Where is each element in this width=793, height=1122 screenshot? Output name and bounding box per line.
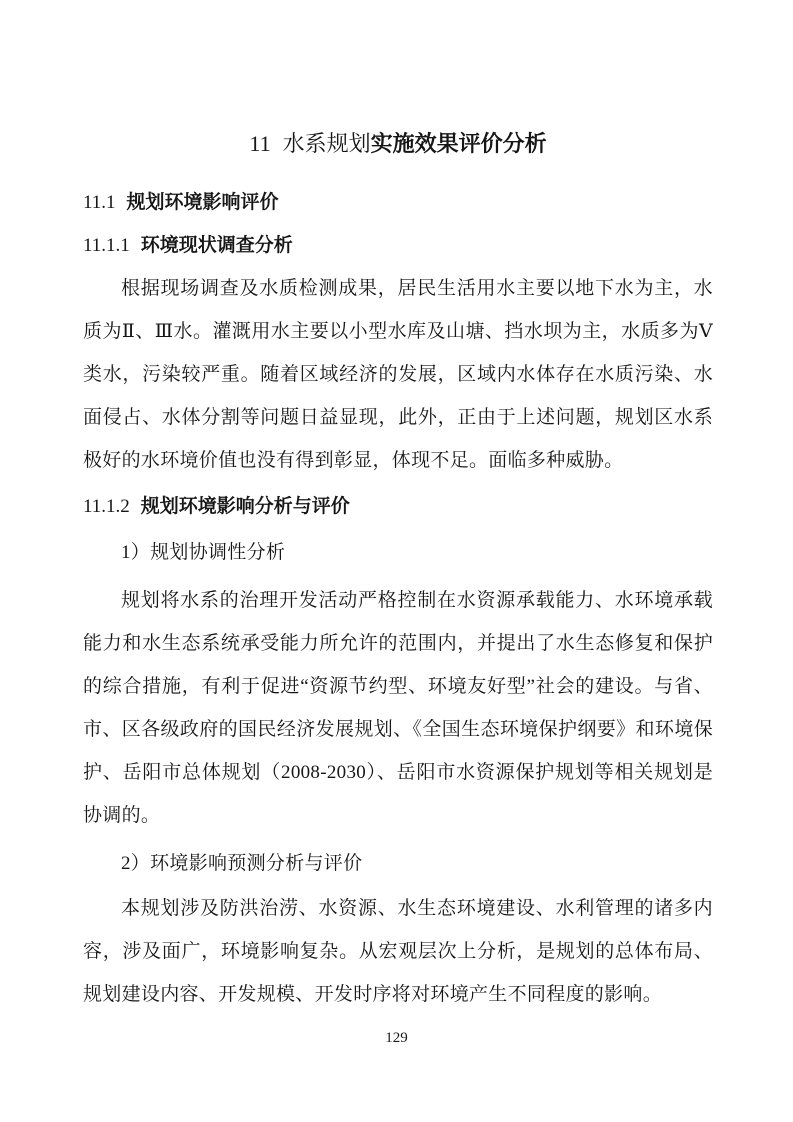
chapter-title (83, 122, 713, 165)
section-number: 11.1.1 (83, 235, 130, 256)
section-label: 规划环境影响评价 (126, 192, 279, 213)
section-label: 环境现状调查分析 (140, 235, 293, 256)
paragraph-coordination-analysis: 规划将水系的治理开发活动严格控制在水资源承载能力、水环境承载能力和水生态系统承受能力所允许的范围内，并提出了水生态修复和保护的综合措施，有利于促进“资源节约型、环境友好型”社会的建设。与省、市、区各级政府的国民经济发展规划、《全国生态环境保护纲要》和环境保护、岳阳市总体规划（2008-2030）、岳阳市水资源保护规划等相关规划是协调的。 (83, 590, 713, 826)
subheading-impact-prediction: 2）环境影响预测分析与评价 (121, 853, 363, 874)
section-label: 规划环境影响分析与评价 (140, 496, 350, 517)
section-number: 11.1.2 (83, 496, 130, 517)
page-number: 129 (385, 1030, 408, 1046)
paragraph-environment-survey: 根据现场调查及水质检测成果，居民生活用水主要以地下水为主，水质为Ⅱ、Ⅲ水。灌溉用水主要以小型水库及山塘、挡水坝为主，水质多为Ⅴ类水，污染较严重。随着区域经济的发展，区域内水体存在水质污染、水面侵占、水体分割等问题日益显现，此外，正由于上述问题，规划区水系极好的水环境价值也没有得到彰显，体现不足。面临多种威胁。 (83, 278, 713, 471)
section-heading-11-1 (83, 181, 713, 224)
chapter-title-emphasis: 实施效果评价分析 (370, 131, 547, 156)
section-number: 11.1 (83, 192, 116, 213)
chapter-title-prefix: 水系规划 (282, 131, 371, 156)
subheading-coordination-analysis: 1）规划协调性分析 (121, 542, 286, 563)
chapter-number: 11 (249, 131, 271, 156)
page-content (83, 0, 713, 1016)
section-heading-11-1-1 (83, 224, 713, 267)
section-heading-11-1-2 (83, 485, 713, 528)
paragraph-impact-prediction: 本规划涉及防洪治涝、水资源、水生态环境建设、水利管理的诸多内容，涉及面广，环境影响复杂。从宏观层次上分析，是规划的总体布局、规划建设内容、开发规模、开发时序将对环境产生不同程度的影响。 (83, 898, 713, 1005)
